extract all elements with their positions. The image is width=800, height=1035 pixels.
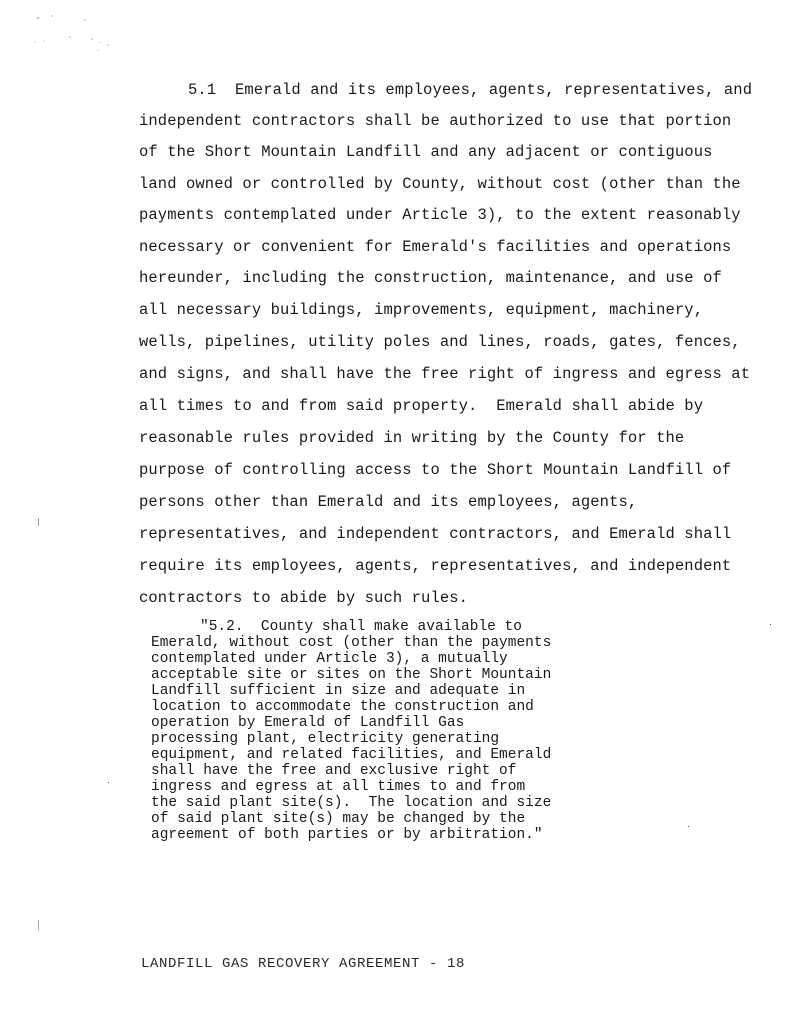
paragraph-line: contractors to abide by such rules. <box>139 589 469 607</box>
scan-speck <box>38 920 39 930</box>
quote-line: shall have the free and exclusive right of <box>151 763 517 779</box>
quote-line: operation by Emerald of Landfill Gas <box>151 715 465 731</box>
quote-line: Landfill sufficient in size and adequate in <box>151 683 526 699</box>
quote-line: processing plant, electricity generating <box>151 731 500 747</box>
scan-speck <box>38 518 39 526</box>
paragraph-line: 5.1 Emerald and its employees, agents, representatives, and <box>188 81 753 99</box>
scan-speck <box>688 826 689 827</box>
scan-speck <box>770 624 771 625</box>
quote-line: acceptable site or sites on the Short Mountain <box>151 667 552 683</box>
quote-line: ingress and egress at all times to and from <box>151 779 526 795</box>
paragraph-line: require its employees, agents, representatives, and independent <box>139 557 732 575</box>
paragraph-line: all necessary buildings, improvements, equipment, machinery, <box>139 301 704 319</box>
paragraph-line: purpose of controlling access to the Short Mountain Landfill of <box>139 461 732 479</box>
quote-line: equipment, and related facilities, and Emerald <box>151 747 552 763</box>
paragraph-line: land owned or controlled by County, without cost (other than the <box>139 175 741 193</box>
paragraph-line: and signs, and shall have the free right of ingress and egress at <box>139 365 751 383</box>
paragraph-line: independent contractors shall be authorized to use that portion <box>139 112 732 130</box>
paragraph-line: wells, pipelines, utility poles and lines, roads, gates, fences, <box>139 333 741 351</box>
paragraph-line: reasonable rules provided in writing by the County for the <box>139 429 685 447</box>
paragraph-line: persons other than Emerald and its employees, agents, <box>139 493 638 511</box>
quote-line: agreement of both parties or by arbitration." <box>151 827 543 843</box>
quote-line: location to accommodate the construction and <box>151 699 534 715</box>
scan-noise <box>30 12 130 62</box>
paragraph-line: of the Short Mountain Landfill and any adjacent or contiguous <box>139 143 713 161</box>
scan-speck <box>108 782 109 783</box>
paragraph-line: hereunder, including the construction, maintenance, and use of <box>139 269 722 287</box>
paragraph-line: representatives, and independent contractors, and Emerald shall <box>139 525 732 543</box>
paragraph-line: necessary or convenient for Emerald's facilities and operations <box>139 238 732 256</box>
quote-line: Emerald, without cost (other than the payments <box>151 635 552 651</box>
paragraph-line: all times to and from said property. Emerald shall abide by <box>139 397 704 415</box>
paragraph-line: payments contemplated under Article 3), to the extent reasonably <box>139 206 741 224</box>
quote-line: the said plant site(s). The location and size <box>151 795 552 811</box>
quote-line: "5.2. County shall make available to <box>200 619 522 635</box>
page-footer: LANDFILL GAS RECOVERY AGREEMENT - 18 <box>141 956 466 972</box>
quote-line: contemplated under Article 3), a mutually <box>151 651 508 667</box>
quote-line: of said plant site(s) may be changed by the <box>151 811 526 827</box>
